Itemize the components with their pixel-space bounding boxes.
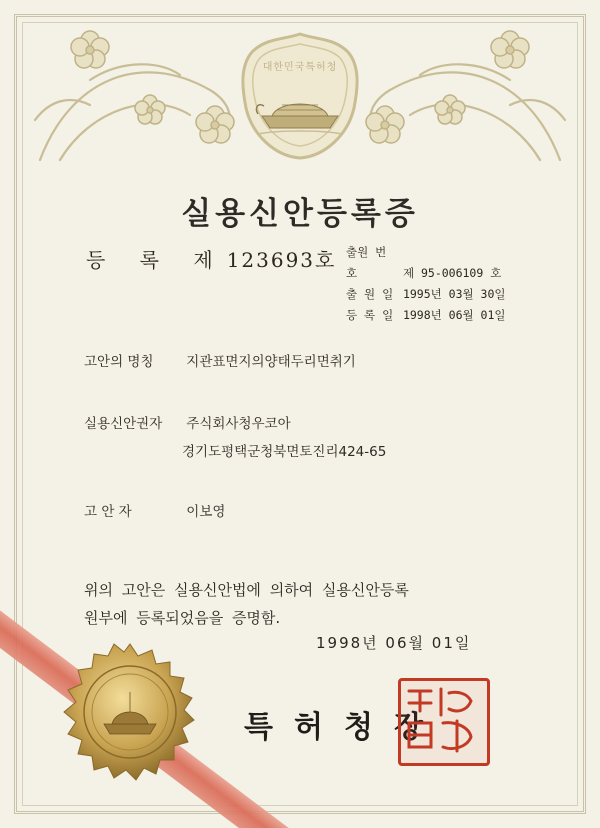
info-label: 출원 번호 [346,245,387,280]
info-label: 등 록 일 [346,308,394,322]
info-value: 1998년 06월 01일 [402,308,506,322]
info-row-application-number [346,242,506,284]
stamp-mark [401,681,481,757]
issuer-name: 특허청장 [244,710,444,745]
field-holder-address [182,440,386,460]
field-invention-name [84,350,356,370]
inventor-label: 고 안 자 [84,504,132,520]
registration-suffix: 호 [315,248,337,272]
info-label: 출 원 일 [346,287,394,301]
field-inventor [84,500,225,520]
flower-center-left [135,95,165,124]
statement-line-2: 원부에 등록되었음을 증명함. [84,609,281,627]
statement-line-1: 위의 고안은 실용신안법에 의하여 실용신안등록 [84,581,409,599]
invention-name-value: 지관표면지의양태두리면취기 [186,354,356,370]
flower-left-1 [71,31,109,68]
emblem-ring-text: 대한민국특허청 [262,62,338,73]
holder-label: 실용신안권자 [84,416,163,432]
issue-date: 1998년 06월 01일 [316,634,472,652]
registration-number-value: 123693 [226,248,316,272]
application-info [346,242,506,326]
kipo-emblem [238,30,362,162]
certificate-title: 실용신안등록증 [181,196,419,232]
official-red-stamp [398,678,490,766]
gold-seal [60,642,200,782]
invention-name-label: 고안의 명칭 [84,354,154,370]
flower-right-1 [491,31,529,68]
inventor-name-value: 이보영 [186,504,226,520]
registration-label: 등 록 제 [86,248,227,272]
certification-statement [84,576,409,632]
info-row-registration-date [346,305,506,326]
info-value: 1995년 03월 30일 [402,287,506,301]
holder-address-value: 경기도평택군청북면토진리424-65 [182,444,387,460]
info-row-filing-date [346,284,506,305]
field-holder [84,412,291,432]
holder-name-value: 주식회사청우코아 [186,416,291,432]
registration-number [86,244,336,273]
flower-center-right [435,95,465,124]
info-value: 제 95-006109 호 [402,266,502,280]
